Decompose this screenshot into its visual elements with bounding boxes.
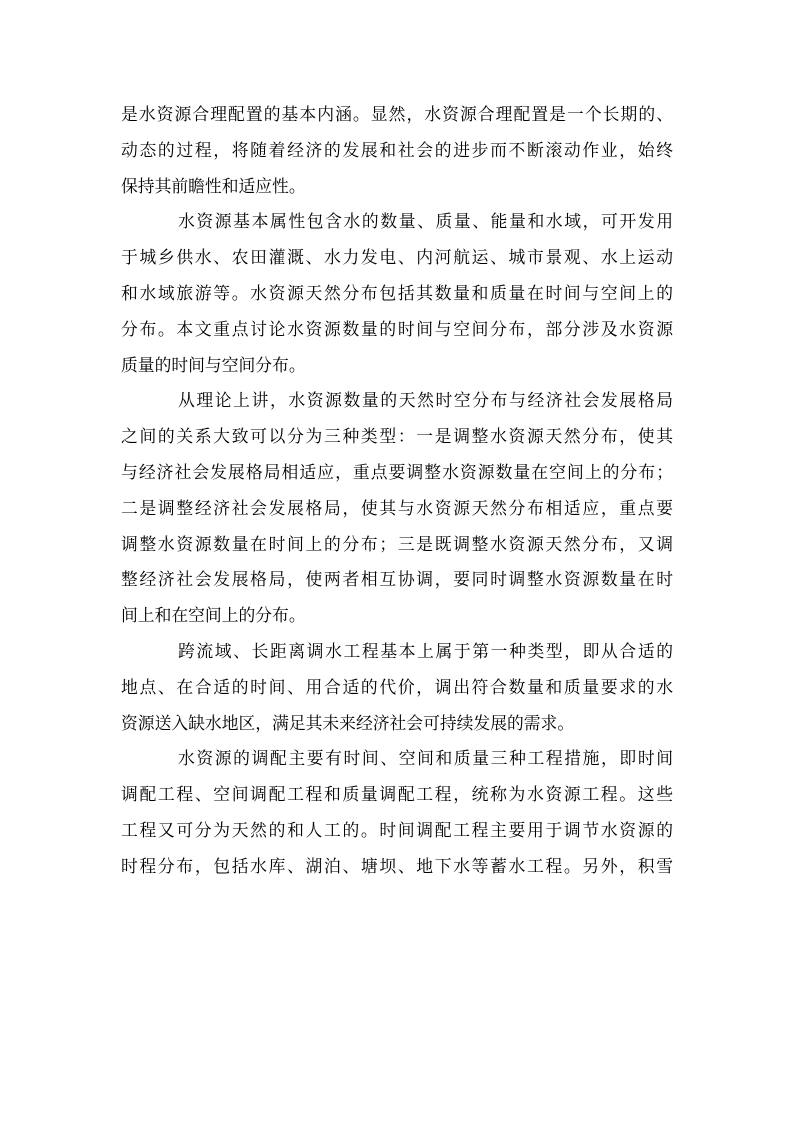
text-line: 是水资源合理配置的基本内涵。显然，水资源合理配置是一个长期的、 [121,104,673,124]
text-line: 分布。本文重点讨论水资源数量的时间与空间分布，部分涉及水资源 [121,318,673,339]
text-line: 资源送入缺水地区，满足其未来经济社会可持续发展的需求。 [121,712,575,733]
text-line: 保持其前瞻性和适应性。 [121,175,306,196]
text-line: 地点、在合适的时间、用合适的代价，调出符合数量和质量要求的水 [121,676,673,697]
paragraph [121,383,673,634]
text-line: 时程分布，包括水库、湖泊、塘坝、地下水等蓄水工程。另外，积雪 [121,855,673,876]
text-line: 水资源的调配主要有时间、空间和质量三种工程措施，即时间 [178,748,673,769]
text-line: 跨流域、长距离调水工程基本上属于第一种类型，即从合适的 [178,640,673,661]
paragraph [121,204,673,383]
text-line: 水资源基本属性包含水的数量、质量、能量和水域，可开发用 [178,211,673,232]
text-line: 二是调整经济社会发展格局，使其与水资源天然分布相适应，重点要 [121,497,673,518]
paragraph [121,741,673,884]
text-line: 质量的时间与空间分布。 [121,354,306,375]
text-line: 工程又可分为天然的和人工的。时间调配工程主要用于调节水资源的 [121,819,673,840]
text-line: 和水域旅游等。水资源天然分布包括其数量和质量在时间与空间上的 [121,282,673,303]
text-line: 与经济社会发展格局相适应，重点要调整水资源数量在空间上的分布； [121,461,673,482]
text-line: 动态的过程，将随着经济的发展和社会的进步而不断滚动作业，始终 [121,139,673,160]
paragraph [121,634,673,741]
text-line: 从理论上讲，水资源数量的天然时空分布与经济社会发展格局 [178,390,673,411]
text-line: 调配工程、空间调配工程和质量调配工程，统称为水资源工程。这些 [121,784,673,805]
paragraph [121,97,673,204]
text-line: 间上和在空间上的分布。 [121,605,306,626]
text-line: 之间的关系大致可以分为三种类型：一是调整水资源天然分布，使其 [121,426,673,447]
text-line: 于城乡供水、农田灌溉、水力发电、内河航运、城市景观、水上运动 [121,247,673,268]
body-text [121,97,673,885]
text-line: 调整水资源数量在时间上的分布；三是既调整水资源天然分布，又调 [121,533,673,554]
text-line: 整经济社会发展格局，使两者相互协调，要同时调整水资源数量在时 [121,569,673,590]
